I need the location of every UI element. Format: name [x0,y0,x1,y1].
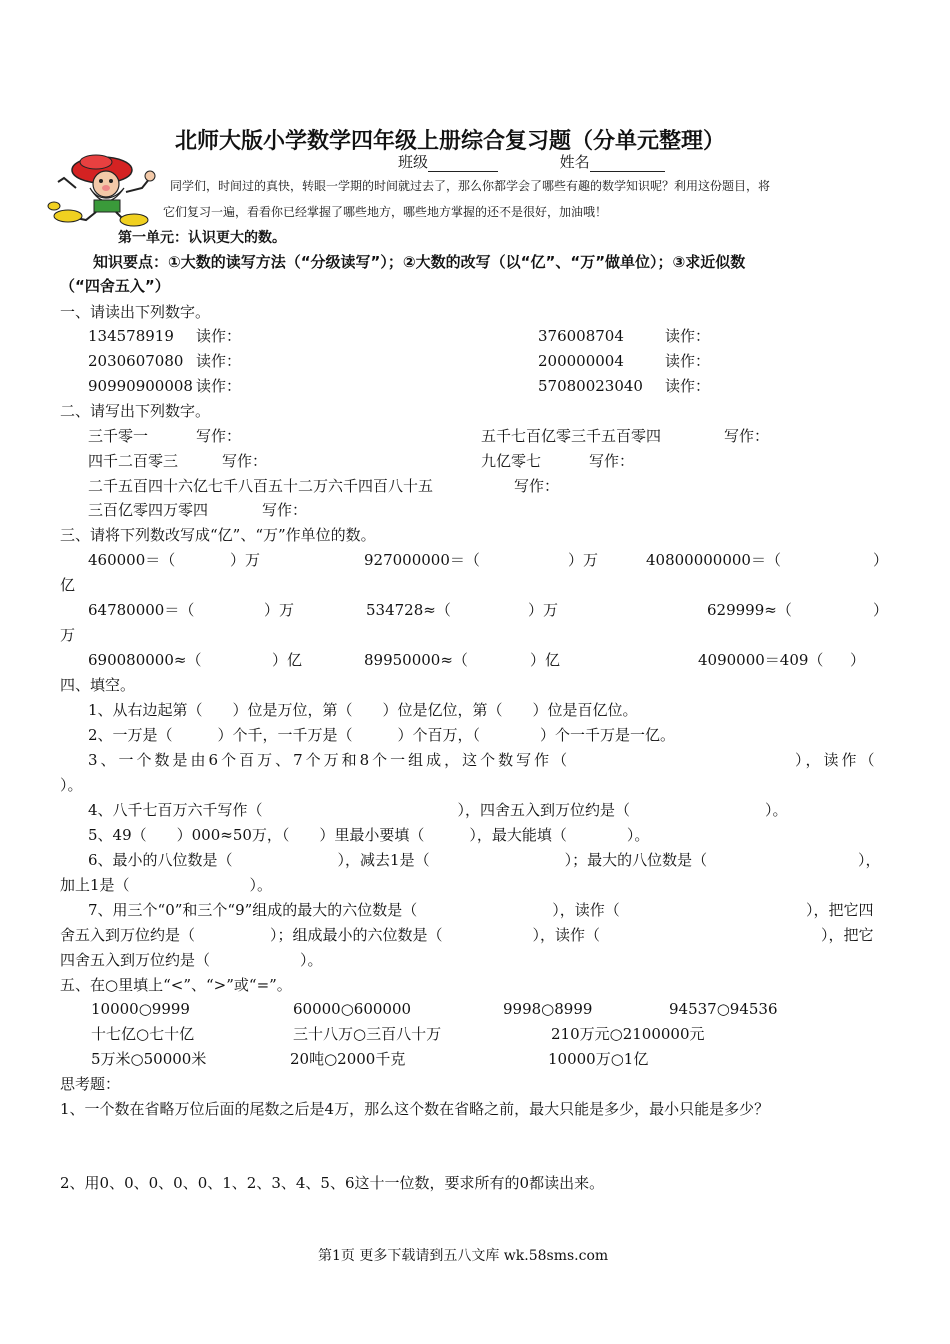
s4-q3-mid: ），读作（ [795,751,878,769]
s4-q7-line2-start: 舍五入到万位约是（ ）；组成最小的六位数是（ ），读作（ [60,926,601,944]
think-heading: 思考题： [60,1075,121,1093]
s4-q6-start: 6、最小的八位数是（ ），减去1是（ ）；最大的八位数是（ [88,851,708,869]
s2-write-label: 写作： [724,427,770,445]
s3-item: 64780000＝（ [88,601,195,619]
s1-read-label: 读作： [196,377,242,395]
think-q1: 1、一个数在省略万位后面的尾数之后是4万，那么这个数在省略之前，最大只能是多少，最小只能是多少？ [60,1100,770,1118]
s3-item: ） [873,551,889,569]
s3-item: ）万 [264,601,295,619]
cartoon-elf-mascot [46,148,158,228]
s1-number: 57080023040 [538,377,643,395]
s3-item: ）亿 [272,651,303,669]
s5-compare: 210万元○2100000元 [551,1025,705,1043]
s2-words: 二千五百四十六亿七千八百五十二万六千四百八十五 [88,477,434,495]
s4-q7-end: ），把它四 [806,901,874,919]
s2-words: 三千零一 [88,427,149,445]
s4-q3-end: ）。 [60,776,83,794]
s1-number: 134578919 [88,327,174,345]
s3-item: 927000000＝（ [364,551,480,569]
think-q2: 2、用0、0、0、0、0、1、2、3、4、5、6这十一位数，要求所有的0都读出来。 [60,1174,605,1192]
s3-item: ）万 [230,551,261,569]
name-blank [590,155,665,172]
class-blank [428,155,498,172]
class-name-line [398,152,665,172]
s1-number: 2030607080 [88,352,184,370]
s2-write-label: 写作： [222,452,268,470]
s1-read-label: 读作： [665,327,711,345]
s4-q5: 5、49（ ）000≈50万，（ ）里最小要填（ ），最大能填（ ）。 [88,826,650,844]
s4-heading: 四、填空。 [60,676,136,694]
s5-compare: 10000○9999 [91,1000,190,1018]
name-label: 姓名 [559,153,590,171]
s5-compare: 9998○8999 [503,1000,593,1018]
s1-read-label: 读作： [665,377,711,395]
s2-write-label: 写作： [262,501,308,519]
s2-words: 九亿零七 [481,452,542,470]
s3-item: 534728≈（ [366,601,451,619]
s1-number: 376008704 [538,327,624,345]
s3-wrap: 万 [60,626,76,644]
knowledge-points-line2: （“四舍五入”） [60,277,170,295]
s1-number: 90990900008 [88,377,193,395]
s5-compare: 60000○600000 [293,1000,412,1018]
s1-read-label: 读作： [665,352,711,370]
s1-heading: 一、请读出下列数字。 [60,303,211,321]
s2-words: 五千七百亿零三千五百零四 [481,427,662,445]
s2-words: 四千二百零三 [88,452,179,470]
s5-compare: 三十八万○三百八十万 [293,1025,442,1043]
s2-write-label: 写作： [589,452,635,470]
s3-item: 89950000≈（ [364,651,468,669]
page-footer: 第1页 更多下载请到五八文库 wk.58sms.com [318,1248,609,1264]
s1-read-label: 读作： [196,352,242,370]
unit1-title: 第一单元：认识更大的数。 [118,230,286,246]
s5-compare: 十七亿○七十亿 [91,1025,195,1043]
s3-heading: 三、请将下列数改写成“亿”、“万”作单位的数。 [60,526,376,544]
s3-item: ） [850,651,866,669]
s4-q7-line2-end: ），把它 [821,926,874,944]
s4-q1: 1、从右边起第（ ）位是万位，第（ ）位是亿位，第（ ）位是百亿位。 [88,701,638,719]
page-title: 北师大版小学数学四年级上册综合复习题（分单元整理） [175,129,726,154]
s4-q7-start: 7、用三个“0”和三个“9”组成的最大的六位数是（ ），读作（ [88,901,620,919]
s2-write-label: 写作： [514,477,560,495]
s4-q6-line2: 加上1是（ ）。 [60,876,273,894]
class-label: 班级 [398,153,429,171]
s1-read-label: 读作： [196,327,242,345]
s5-heading: 五、在○里填上“<”、“>”或“=”。 [60,976,292,994]
s5-compare: 94537○94536 [669,1000,778,1018]
s4-q2: 2、一万是（ ）个千，一千万是（ ）个百万，（ ）个一千万是一亿。 [88,726,676,744]
intro-line-2: 它们复习一遍，看看你已经掌握了哪些地方，哪些地方掌握的还不是很好，加油哦！ [163,205,608,219]
s3-item: ） [873,601,889,619]
s3-item: 40800000000＝（ [646,551,781,569]
s3-item: ）亿 [530,651,561,669]
s3-item: 4090000＝409（ [698,651,824,669]
s5-compare: 10000万○1亿 [548,1050,649,1068]
s4-q4: 4、八千七百万六千写作（ ），四舍五入到万位约是（ ）。 [88,801,788,819]
s5-compare: 20吨○2000千克 [290,1050,406,1068]
s4-q3-start: 3、一个数是由6个百万、7个万和8个一组成，这个数写作（ [88,751,571,769]
s4-q7-line3: 四舍五入到万位约是（ ）。 [60,951,323,969]
s3-item: 629999≈（ [707,601,792,619]
s3-item: ）万 [568,551,599,569]
s4-q6-end: ）， [858,851,881,869]
s1-number: 200000004 [538,352,624,370]
s3-item: 460000＝（ [88,551,176,569]
s3-item: ）万 [528,601,559,619]
s5-compare: 5万米○50000米 [91,1050,207,1068]
intro-line-1: 同学们，时间过的真快，转眼一学期的时间就过去了，那么你都学会了哪些有趣的数学知识呢？利用这份题目，将 [170,179,771,193]
s3-wrap: 亿 [60,576,76,594]
s2-heading: 二、请写出下列数字。 [60,402,211,420]
s3-item: 690080000≈（ [88,651,202,669]
s2-write-label: 写作： [196,427,242,445]
s2-words: 三百亿零四万零四 [88,501,209,519]
knowledge-points-line1: 知识要点：①大数的读写方法（“分级读写”）；②大数的改写（以“亿”、“万”做单位）；③求近似数 [93,253,746,271]
